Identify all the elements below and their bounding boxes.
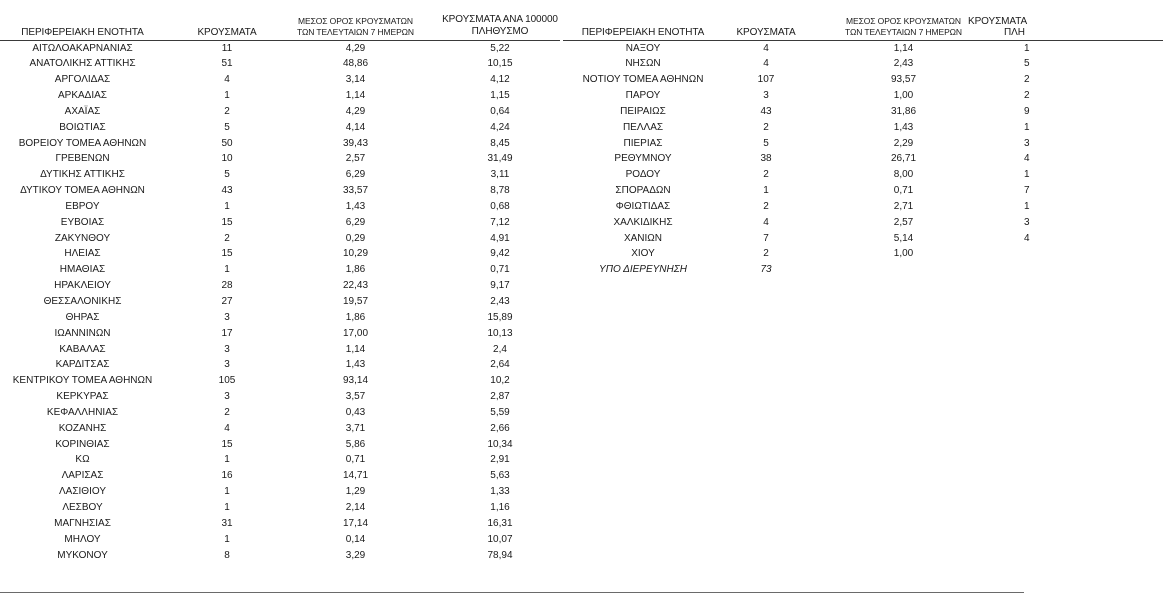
cell-cases: 3 bbox=[224, 343, 230, 355]
cell-region: ΗΜΑΘΙΑΣ bbox=[59, 264, 106, 276]
cell-cases: 1 bbox=[224, 486, 230, 498]
cell-cases: 2 bbox=[224, 105, 230, 117]
table-row bbox=[0, 246, 560, 262]
table-row bbox=[0, 278, 560, 294]
cell-cases: 4 bbox=[224, 74, 230, 86]
cell-per100k: 5,22 bbox=[490, 42, 510, 54]
cell-avg7: 0,29 bbox=[345, 232, 366, 244]
table-row bbox=[0, 516, 560, 532]
cell-cases: 15 bbox=[221, 216, 233, 228]
cell-per100k: 3 bbox=[1024, 137, 1030, 149]
cell-avg7: 48,86 bbox=[342, 58, 369, 70]
table-row bbox=[0, 405, 560, 421]
right-cases-table bbox=[563, 0, 1163, 276]
cell-per100k: 15,89 bbox=[487, 311, 513, 323]
cell-avg7: 14,71 bbox=[342, 470, 369, 482]
table-row bbox=[0, 104, 560, 120]
table-row bbox=[563, 199, 1163, 215]
cell-cases: 16 bbox=[221, 470, 233, 482]
cell-cases: 2 bbox=[763, 248, 769, 260]
left-table-body bbox=[0, 41, 560, 564]
cell-cases: 3 bbox=[224, 311, 230, 323]
cell-avg7: 93,57 bbox=[890, 74, 917, 86]
cell-region: ΑΡΚΑΔΙΑΣ bbox=[58, 90, 107, 102]
cell-cases: 2 bbox=[763, 169, 769, 181]
cell-cases: 11 bbox=[221, 42, 233, 54]
table-row bbox=[0, 151, 560, 167]
table-row bbox=[0, 72, 560, 88]
cell-region: ΘΗΡΑΣ bbox=[65, 311, 100, 323]
cell-avg7: 17,00 bbox=[342, 327, 369, 339]
table-row bbox=[0, 183, 560, 199]
cell-avg7: 4,29 bbox=[345, 42, 366, 54]
cell-per100k: 1 bbox=[1024, 200, 1030, 212]
cell-region: ΚΟΡΙΝΘΙΑΣ bbox=[55, 438, 110, 450]
cell-avg7: 10,29 bbox=[342, 248, 369, 260]
cell-cases: 2 bbox=[763, 121, 769, 133]
cell-cases: 3 bbox=[763, 90, 769, 102]
cell-cases: 31 bbox=[221, 517, 233, 529]
cell-region: ΛΕΣΒΟΥ bbox=[62, 501, 103, 513]
header-per100k-clipped bbox=[968, 16, 1088, 38]
cell-avg7: 4,14 bbox=[345, 121, 366, 133]
cell-region: ΠΑΡΟΥ bbox=[625, 90, 661, 102]
cell-per100k: 0,71 bbox=[490, 264, 510, 276]
cell-per100k: 8,45 bbox=[490, 137, 510, 149]
cell-per100k: 1 bbox=[1024, 42, 1030, 54]
cell-region: ΖΑΚΥΝΘΟΥ bbox=[54, 232, 111, 244]
cell-region: ΠΕΙΡΑΙΩΣ bbox=[620, 105, 666, 117]
cell-region: ΑΡΓΟΛΙΔΑΣ bbox=[54, 74, 111, 86]
cell-per100k: 7 bbox=[1024, 185, 1030, 197]
cell-per100k: 5,59 bbox=[490, 406, 510, 418]
cell-cases: 1 bbox=[763, 185, 769, 197]
cell-per100k: 4,24 bbox=[490, 121, 510, 133]
header-region: ΠΕΡΙΦΕΡΕΙΑΚΗ ΕΝΟΤΗΤΑ bbox=[21, 27, 144, 38]
table-row bbox=[0, 500, 560, 516]
cell-per100k: 2,43 bbox=[490, 296, 510, 307]
cell-region: ΚΑΒΑΛΑΣ bbox=[59, 343, 106, 355]
cell-per100k: 2,87 bbox=[490, 391, 510, 403]
cell-avg7: 3,14 bbox=[345, 74, 366, 86]
cell-per100k: 0,64 bbox=[490, 105, 510, 117]
cell-region: ΕΥΒΟΙΑΣ bbox=[60, 216, 105, 228]
table-row bbox=[563, 136, 1163, 152]
cell-avg7: 1,43 bbox=[345, 200, 366, 212]
cell-per100k: 31,49 bbox=[487, 153, 513, 165]
table-row bbox=[0, 373, 560, 389]
cell-region: ΜΑΓΝΗΣΙΑΣ bbox=[54, 517, 111, 529]
cell-avg7: 1,14 bbox=[345, 90, 366, 102]
table-row bbox=[0, 548, 560, 564]
cell-region: ΜΗΛΟΥ bbox=[64, 533, 101, 545]
cell-cases: 38 bbox=[760, 153, 772, 165]
cell-avg7: 1,00 bbox=[893, 248, 914, 260]
cell-region: ΜΥΚΟΝΟΥ bbox=[57, 549, 108, 561]
cell-region: ΝΟΤΙΟΥ ΤΟΜΕΑ ΑΘΗΝΩΝ bbox=[582, 74, 704, 86]
header-avg7-line1: ΜΕΣΟΣ ΟΡΟΣ ΚΡΟΥΣΜΑΤΩΝ bbox=[846, 16, 961, 26]
cell-cases: 5 bbox=[224, 169, 230, 181]
cell-region: ΒΟΙΩΤΙΑΣ bbox=[59, 121, 106, 133]
header-per100k-line1: ΚΡΟΥΣΜΑΤΑ bbox=[968, 16, 1028, 27]
cell-region: ΚΩ bbox=[75, 454, 90, 466]
cell-cases: 10 bbox=[221, 153, 233, 165]
table-row bbox=[0, 452, 560, 468]
cell-region: ΡΟΔΟΥ bbox=[625, 169, 661, 181]
cell-region: ΓΡΕΒΕΝΩΝ bbox=[55, 153, 110, 165]
cell-avg7: 1,86 bbox=[345, 264, 366, 276]
cell-region: ΡΕΘΥΜΝΟΥ bbox=[614, 153, 672, 165]
table-row bbox=[0, 231, 560, 247]
table-row bbox=[0, 342, 560, 358]
cell-cases: 4 bbox=[224, 422, 230, 434]
cell-per100k: 2,64 bbox=[490, 359, 510, 371]
cell-cases: 27 bbox=[221, 296, 233, 307]
cell-per100k: 3,11 bbox=[490, 169, 510, 181]
cell-per100k: 8,78 bbox=[490, 185, 510, 197]
cell-region: ΑΧΑΪΑΣ bbox=[64, 105, 101, 117]
cell-region: ΧΑΛΚΙΔΙΚΗΣ bbox=[613, 216, 673, 228]
left-table-header bbox=[0, 0, 560, 41]
table-row bbox=[0, 262, 560, 278]
cell-per100k: 16,31 bbox=[487, 517, 513, 529]
cell-region: ΛΑΡΙΣΑΣ bbox=[61, 470, 104, 482]
cell-cases: 4 bbox=[763, 58, 769, 70]
cell-per100k: 1 bbox=[1024, 169, 1030, 181]
cell-per100k: 9 bbox=[1024, 105, 1030, 117]
table-row bbox=[563, 183, 1163, 199]
cell-cases: 73 bbox=[760, 264, 772, 276]
table-row bbox=[0, 120, 560, 136]
cell-region: ΗΡΑΚΛΕΙΟΥ bbox=[54, 280, 111, 292]
right-table-body bbox=[563, 41, 1163, 279]
cell-region: ΚΕΡΚΥΡΑΣ bbox=[56, 391, 109, 403]
cell-region: ΘΕΣΣΑΛΟΝΙΚΗΣ bbox=[43, 296, 122, 307]
cell-avg7: 2,43 bbox=[893, 58, 914, 70]
cell-avg7: 0,71 bbox=[893, 185, 914, 197]
table-row bbox=[563, 41, 1163, 57]
cell-avg7: 1,43 bbox=[893, 121, 914, 133]
table-bottom-rule bbox=[0, 592, 1024, 593]
cell-avg7: 1,14 bbox=[893, 42, 914, 54]
cell-region: ΒΟΡΕΙΟΥ ΤΟΜΕΑ ΑΘΗΝΩΝ bbox=[18, 137, 147, 149]
table-row bbox=[563, 104, 1163, 120]
table-row bbox=[0, 326, 560, 342]
cell-cases: 105 bbox=[218, 375, 236, 387]
cell-avg7: 1,14 bbox=[345, 343, 366, 355]
header-per100k bbox=[440, 14, 560, 38]
table-row bbox=[0, 389, 560, 405]
cell-cases: 17 bbox=[221, 327, 233, 339]
table-row bbox=[0, 215, 560, 231]
cell-cases: 4 bbox=[763, 42, 769, 54]
cell-region: ΚΕΦΑΛΛΗΝΙΑΣ bbox=[46, 406, 119, 418]
table-row bbox=[563, 88, 1163, 104]
cell-per100k: 1,15 bbox=[490, 90, 510, 102]
cell-cases: 4 bbox=[763, 216, 769, 228]
table-row bbox=[563, 120, 1163, 136]
cell-region: ΑΙΤΩΛΟΑΚΑΡΝΑΝΙΑΣ bbox=[32, 42, 133, 54]
header-avg7 bbox=[283, 16, 428, 38]
table-row bbox=[0, 437, 560, 453]
cell-avg7: 22,43 bbox=[342, 280, 369, 292]
cell-per100k: 4,91 bbox=[490, 232, 510, 244]
cell-avg7: 26,71 bbox=[890, 153, 917, 165]
cell-per100k: 10,2 bbox=[490, 375, 510, 387]
cell-region: ΑΝΑΤΟΛΙΚΗΣ ΑΤΤΙΚΗΣ bbox=[29, 58, 136, 70]
cell-avg7: 1,43 bbox=[345, 359, 366, 371]
cell-per100k: 10,15 bbox=[487, 58, 513, 70]
cell-per100k: 5,63 bbox=[490, 470, 510, 482]
cell-avg7: 1,00 bbox=[893, 90, 914, 102]
cell-region: ΔΥΤΙΚΟΥ ΤΟΜΕΑ ΑΘΗΝΩΝ bbox=[20, 185, 145, 197]
cell-per100k: 2,91 bbox=[490, 454, 510, 466]
cell-cases: 1 bbox=[224, 264, 230, 276]
cell-avg7: 2,57 bbox=[345, 153, 366, 165]
cell-per100k: 2,4 bbox=[493, 343, 507, 355]
cell-per100k: 9,42 bbox=[490, 248, 510, 260]
cell-cases: 15 bbox=[221, 438, 233, 450]
cell-per100k: 2 bbox=[1024, 74, 1030, 86]
cell-avg7: 5,86 bbox=[345, 438, 366, 450]
header-cases: ΚΡΟΥΣΜΑΤΑ bbox=[197, 27, 257, 38]
right-table-header bbox=[563, 0, 1163, 41]
cell-cases: 7 bbox=[763, 232, 769, 244]
cell-per100k: 3 bbox=[1024, 216, 1030, 228]
cell-cases: 2 bbox=[224, 232, 230, 244]
cell-region: ΝΑΞΟΥ bbox=[625, 42, 661, 54]
cell-cases: 3 bbox=[224, 359, 230, 371]
header-avg7-line2: ΤΩΝ ΤΕΛΕΥΤΑΙΩΝ 7 ΗΜΕΡΩΝ bbox=[297, 27, 414, 37]
cell-region: ΛΑΣΙΘΙΟΥ bbox=[59, 486, 106, 498]
cell-per100k: 2,66 bbox=[490, 422, 510, 434]
table-row bbox=[0, 167, 560, 183]
cell-avg7: 17,14 bbox=[342, 517, 369, 529]
table-row bbox=[0, 310, 560, 326]
table-row bbox=[0, 421, 560, 437]
cell-avg7: 2,29 bbox=[893, 137, 914, 149]
table-row bbox=[0, 41, 560, 57]
cell-per100k: 10,07 bbox=[487, 533, 513, 545]
table-row bbox=[563, 262, 1163, 278]
cell-avg7: 31,86 bbox=[890, 105, 917, 117]
cell-per100k: 0,68 bbox=[490, 200, 510, 212]
table-row bbox=[0, 88, 560, 104]
cell-cases: 1 bbox=[224, 454, 230, 466]
cell-per100k: 9,17 bbox=[490, 280, 510, 292]
cell-avg7: 1,86 bbox=[345, 311, 366, 323]
table-row bbox=[0, 199, 560, 215]
cell-avg7: 6,29 bbox=[345, 169, 366, 181]
cell-per100k: 4 bbox=[1024, 232, 1030, 244]
cell-avg7: 0,14 bbox=[345, 533, 366, 545]
header-avg7-line1: ΜΕΣΟΣ ΟΡΟΣ ΚΡΟΥΣΜΑΤΩΝ bbox=[298, 16, 413, 26]
cell-avg7: 4,29 bbox=[345, 105, 366, 117]
table-row bbox=[563, 56, 1163, 72]
left-cases-table bbox=[0, 0, 560, 561]
cell-avg7: 93,14 bbox=[342, 375, 369, 387]
cell-avg7: 3,57 bbox=[345, 391, 366, 403]
cell-cases: 1 bbox=[224, 533, 230, 545]
cell-region: ΚΑΡΔΙΤΣΑΣ bbox=[55, 359, 110, 371]
cell-avg7: 3,71 bbox=[345, 422, 366, 434]
cell-per100k: 10,13 bbox=[487, 327, 513, 339]
cell-avg7: 0,43 bbox=[345, 406, 366, 418]
cell-cases: 3 bbox=[224, 391, 230, 403]
table-row bbox=[0, 136, 560, 152]
cell-region: ΚΕΝΤΡΙΚΟΥ ΤΟΜΕΑ ΑΘΗΝΩΝ bbox=[12, 375, 153, 387]
header-per100k-line2: ΠΛΗ bbox=[1004, 27, 1025, 38]
table-row bbox=[0, 532, 560, 548]
cell-region: ΕΒΡΟΥ bbox=[65, 200, 100, 212]
table-row bbox=[0, 484, 560, 500]
cell-avg7: 6,29 bbox=[345, 216, 366, 228]
table-row bbox=[563, 215, 1163, 231]
cell-region: ΙΩΑΝΝΙΝΩΝ bbox=[54, 327, 111, 339]
header-region: ΠΕΡΙΦΕΡΕΙΑΚΗ ΕΝΟΤΗΤΑ bbox=[581, 27, 705, 38]
cell-per100k: 78,94 bbox=[487, 549, 513, 561]
cell-per100k: 1,33 bbox=[490, 486, 510, 498]
cell-avg7: 2,71 bbox=[893, 200, 914, 212]
cell-region: ΔΥΤΙΚΗΣ ΑΤΤΙΚΗΣ bbox=[40, 169, 125, 181]
cell-cases: 2 bbox=[763, 200, 769, 212]
table-row bbox=[563, 246, 1163, 262]
cell-cases: 107 bbox=[757, 74, 775, 86]
cell-cases: 51 bbox=[221, 58, 233, 70]
cell-cases: 28 bbox=[221, 280, 233, 292]
cell-region: ΠΕΛΛΑΣ bbox=[622, 121, 664, 133]
cell-avg7: 33,57 bbox=[342, 185, 369, 197]
cell-region: ΚΟΖΑΝΗΣ bbox=[58, 422, 107, 434]
cell-cases: 50 bbox=[221, 137, 233, 149]
table-row bbox=[563, 151, 1163, 167]
table-row bbox=[0, 357, 560, 373]
header-avg7 bbox=[831, 16, 976, 38]
cell-avg7: 2,14 bbox=[345, 501, 366, 513]
cell-cases: 2 bbox=[224, 406, 230, 418]
cell-region: ΗΛΕΙΑΣ bbox=[64, 248, 101, 260]
table-row bbox=[563, 167, 1163, 183]
cell-cases: 1 bbox=[224, 501, 230, 513]
header-avg7-line2: ΤΩΝ ΤΕΛΕΥΤΑΙΩΝ 7 ΗΜΕΡΩΝ bbox=[845, 27, 962, 37]
header-cases: ΚΡΟΥΣΜΑΤΑ bbox=[736, 27, 796, 38]
cell-per100k: 4 bbox=[1024, 153, 1030, 165]
cell-region: ΥΠΟ ΔΙΕΡΕΥΝΗΣΗ bbox=[599, 264, 687, 276]
cell-per100k: 2 bbox=[1024, 90, 1030, 102]
cell-per100k: 10,34 bbox=[487, 438, 513, 450]
cell-per100k: 4,12 bbox=[490, 74, 510, 86]
table-row bbox=[563, 231, 1163, 247]
table-row bbox=[0, 294, 560, 310]
cell-cases: 1 bbox=[224, 200, 230, 212]
cell-region: ΦΘΙΩΤΙΔΑΣ bbox=[615, 200, 671, 212]
cell-cases: 43 bbox=[760, 105, 772, 117]
cell-avg7: 3,29 bbox=[345, 549, 366, 561]
cell-region: ΝΗΣΩΝ bbox=[625, 58, 661, 70]
table-row bbox=[0, 468, 560, 484]
cell-cases: 43 bbox=[221, 185, 233, 197]
cell-per100k: 1,16 bbox=[490, 501, 510, 513]
cell-avg7: 1,29 bbox=[345, 486, 366, 498]
cell-region: ΧΙΟΥ bbox=[631, 248, 655, 260]
cell-cases: 5 bbox=[763, 137, 769, 149]
cell-cases: 15 bbox=[221, 248, 233, 260]
header-per100k-line1: ΚΡΟΥΣΜΑΤΑ ΑΝΑ 100000 bbox=[442, 14, 558, 25]
table-row bbox=[0, 56, 560, 72]
header-per100k-line2: ΠΛΗΘΥΣΜΟ bbox=[471, 26, 529, 37]
cell-region: ΣΠΟΡΑΔΩΝ bbox=[615, 185, 671, 197]
cell-per100k: 7,12 bbox=[490, 216, 510, 228]
cell-avg7: 2,57 bbox=[893, 216, 914, 228]
table-row bbox=[563, 72, 1163, 88]
cell-per100k: 1 bbox=[1024, 121, 1030, 133]
cell-cases: 1 bbox=[224, 90, 230, 102]
cell-avg7: 0,71 bbox=[345, 454, 366, 466]
cell-region: ΧΑΝΙΩΝ bbox=[623, 232, 663, 244]
cell-cases: 8 bbox=[224, 549, 230, 561]
cell-avg7: 5,14 bbox=[893, 232, 914, 244]
cell-avg7: 19,57 bbox=[342, 296, 369, 307]
cell-region: ΠΙΕΡΙΑΣ bbox=[623, 137, 663, 149]
cell-per100k: 5 bbox=[1024, 58, 1030, 70]
cell-cases: 5 bbox=[224, 121, 230, 133]
cell-avg7: 8,00 bbox=[893, 169, 914, 181]
cell-avg7: 39,43 bbox=[342, 137, 369, 149]
